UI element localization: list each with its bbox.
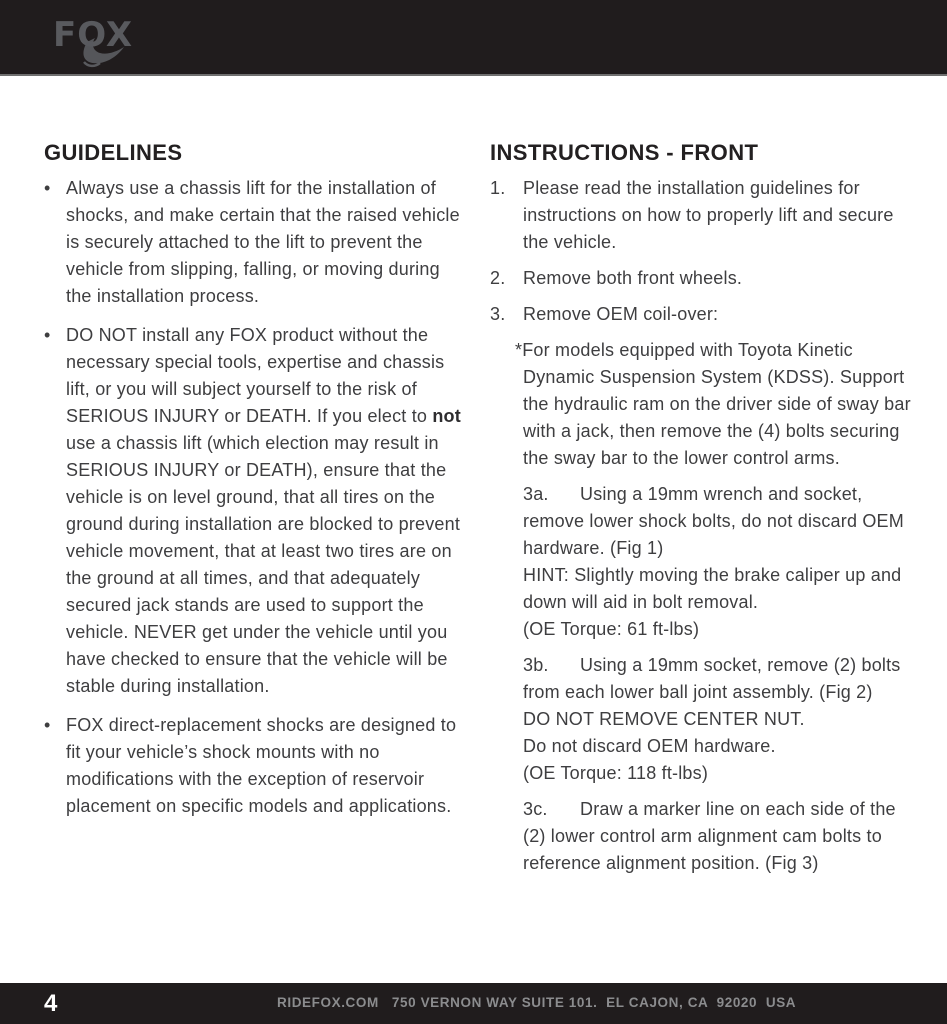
substep-hint: HINT: Slightly moving the brake caliper up and down will aid in bolt removal. <box>523 565 902 612</box>
fox-logo-icon <box>53 10 143 70</box>
step-number: 2. <box>490 268 506 288</box>
step-text: Please read the installation guidelines for instructions on how to properly lift and secure the vehicle. <box>523 178 894 252</box>
bullet-dot-icon <box>44 175 66 310</box>
substep-label: 3c. <box>523 799 548 819</box>
guidelines-heading: GUIDELINES <box>44 140 183 165</box>
instruction-step-2 <box>490 265 918 292</box>
guidelines-column <box>44 140 464 832</box>
header-bar <box>0 0 947 76</box>
substep-note: Do not discard OEM hardware. <box>523 736 776 756</box>
substep-torque: (OE Torque: 118 ft-lbs) <box>523 763 709 783</box>
substep-torque: (OE Torque: 61 ft-lbs) <box>523 619 700 639</box>
substep-3a <box>523 481 918 643</box>
footer-address: RIDEFOX.COM 750 VERNON WAY SUITE 101. EL CAJON, CA 92020 USA <box>277 995 797 1010</box>
guideline-text <box>66 322 464 700</box>
guideline-bullet-2 <box>44 322 464 700</box>
guideline-text: Always use a chassis lift for the installation of shocks, and make certain that the raised vehicle is securely attached to the lift to prevent the vehicle from slipping, falling, or moving during the installation process. <box>66 178 460 306</box>
substep-label: 3b. <box>523 655 549 675</box>
guideline-text-pre: DO NOT install any FOX product without the necessary special tools, expertise and chassis lift, or you will subject yourself to the risk of SERIOUS INJURY or DEATH. If you elect to <box>66 325 445 426</box>
substep-text: Using a 19mm socket, remove (2) bolts from each lower ball joint assembly. (Fig 2) <box>523 655 901 702</box>
guideline-text: FOX direct-replacement shocks are designed to fit your vehicle’s shock mounts with no modifications with the exception of reservoir placement on specific models and applications. <box>66 715 457 816</box>
footer-bar <box>0 983 947 1024</box>
step-text: Remove both front wheels. <box>523 268 743 288</box>
instruction-step-3 <box>490 301 918 328</box>
substep-3b <box>523 652 918 787</box>
kdss-note: *For models equipped with Toyota Kinetic Dynamic Suspension System (KDSS). Support the hydraulic ram on the driver side of sway bar with a jack, then remove the (4) bolts securing the sway bar to the lower control arms. <box>515 340 911 468</box>
substep-text: Using a 19mm wrench and socket, remove lower shock bolts, do not discard OEM hardware. (Fig 1) <box>523 484 904 558</box>
instructions-heading: INSTRUCTIONS - FRONT <box>490 140 759 165</box>
guideline-text-post: use a chassis lift (which election may result in SERIOUS INJURY or DEATH), ensure that the vehicle is on level ground, that all tires on the ground during installation are blocked to prevent vehicle movement, that at least two tires are on the ground at all times, and that adequately secured jack stands are used to support the vehicle. NEVER get under the vehicle until you have checked to ensure that the vehicle will be stable during installation. <box>66 433 461 696</box>
step-number: 3. <box>490 304 506 324</box>
guideline-bullet-3 <box>44 712 464 820</box>
substep-warning: DO NOT REMOVE CENTER NUT. <box>523 709 805 729</box>
instruction-step-1 <box>490 175 918 256</box>
fox-logo-text: FOX <box>53 15 134 55</box>
bullet-dot-icon <box>44 322 66 700</box>
step-text: Remove OEM coil-over: <box>523 304 719 324</box>
substep-text: Draw a marker line on each side of the (2) lower control arm alignment cam bolts to reference alignment position. (Fig 3) <box>523 799 896 873</box>
page-number: 4 <box>44 990 58 1017</box>
guideline-bullet-1 <box>44 175 464 310</box>
instructions-column <box>490 140 918 886</box>
guideline-text-bold: not <box>432 406 461 426</box>
substep-label: 3a. <box>523 484 549 504</box>
step-number: 1. <box>490 178 506 198</box>
bullet-dot-icon <box>44 712 66 820</box>
substep-3c <box>523 796 918 877</box>
